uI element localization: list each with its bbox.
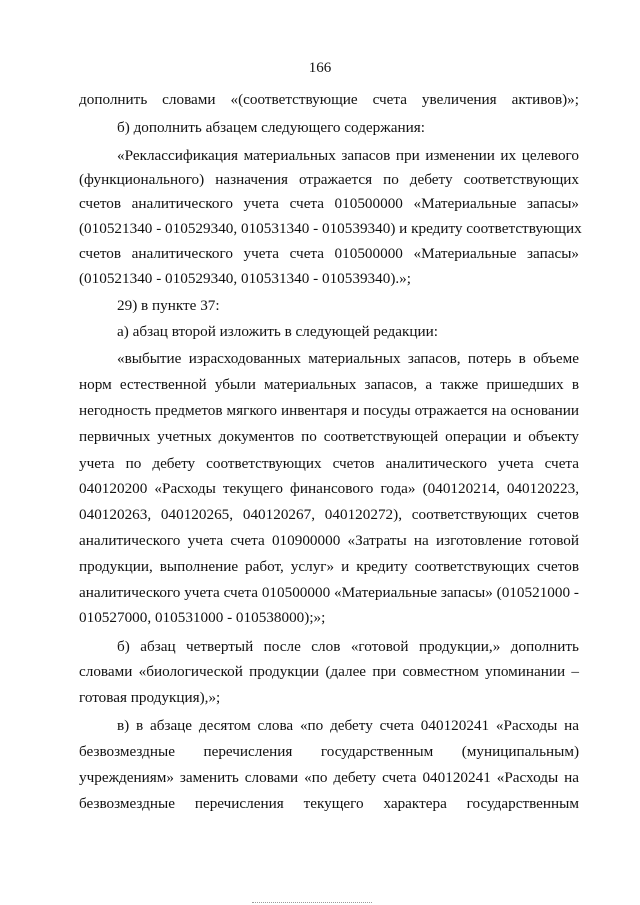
text-line: б) абзац четвертый после слов «готовой продукции,» дополнить [117,638,579,655]
text-line: «Реклассификация материальных запасов при изменении их целевого [117,147,579,164]
page-number: 166 [308,60,332,76]
text-line: безвозмездные перечисления текущего характера государственным [79,795,579,812]
text-line: аналитического учета счета 010500000 «Материальные запасы» (010521000 - [79,584,579,601]
text-line: в) в абзаце десятом слова «по дебету счета 040120241 «Расходы на [117,717,579,734]
text-line: «выбытие израсходованных материальных запасов, потерь в объеме [117,350,579,367]
text-line: (функционального) назначения отражается по дебету соответствующих [79,171,579,188]
text-line: счетов аналитического учета счета 010500000 «Материальные запасы» [79,245,579,262]
text-line: (010521340 - 010529340, 010531340 - 010539340) и кредиту соответствующих [79,220,582,237]
text-line: б) дополнить абзацем следующего содержания: [117,119,425,136]
text-line: негодность предметов мягкого инвентаря и посуды отражается на основании [79,402,579,419]
text-line: словами «биологической продукции (далее при совместном упоминании – [79,663,579,680]
text-line: дополнить словами «(соответствующие счета увеличения активов)»; [79,91,579,108]
text-line: 040120263, 040120265, 040120267, 040120272), соответствующих счетов [79,506,579,523]
text-line: первичных учетных документов по соответствующей операции и объекту [79,428,579,445]
text-line: 040120200 «Расходы текущего финансового года» (040120214, 040120223, [79,480,579,497]
text-line: аналитического учета счета 010900000 «Затраты на изготовление готовой [79,532,579,549]
text-line: а) абзац второй изложить в следующей редакции: [117,323,439,340]
text-line: учета по дебету соответствующих счетов аналитического учета счета [79,455,579,472]
text-line: (010521340 - 010529340, 010531340 - 010539340).»; [79,270,411,287]
text-line: 29) в пункте 37: [117,297,220,314]
text-line: готовая продукция),»; [79,689,221,706]
text-line: норм естественной убыли материальных запасов, а также пришедших в [79,376,579,393]
text-line: учреждениям» заменить словами «по дебету счета 040120241 «Расходы на [79,769,579,786]
text-line: безвозмездные перечисления государственным (муниципальным) [79,743,579,760]
text-line: 010527000, 010531000 - 010538000);»; [79,609,326,626]
text-line: продукции, выполнение работ, услуг» и кредиту соответствующих счетов [79,558,579,575]
text-line: счетов аналитического учета счета 010500000 «Материальные запасы» [79,195,579,212]
